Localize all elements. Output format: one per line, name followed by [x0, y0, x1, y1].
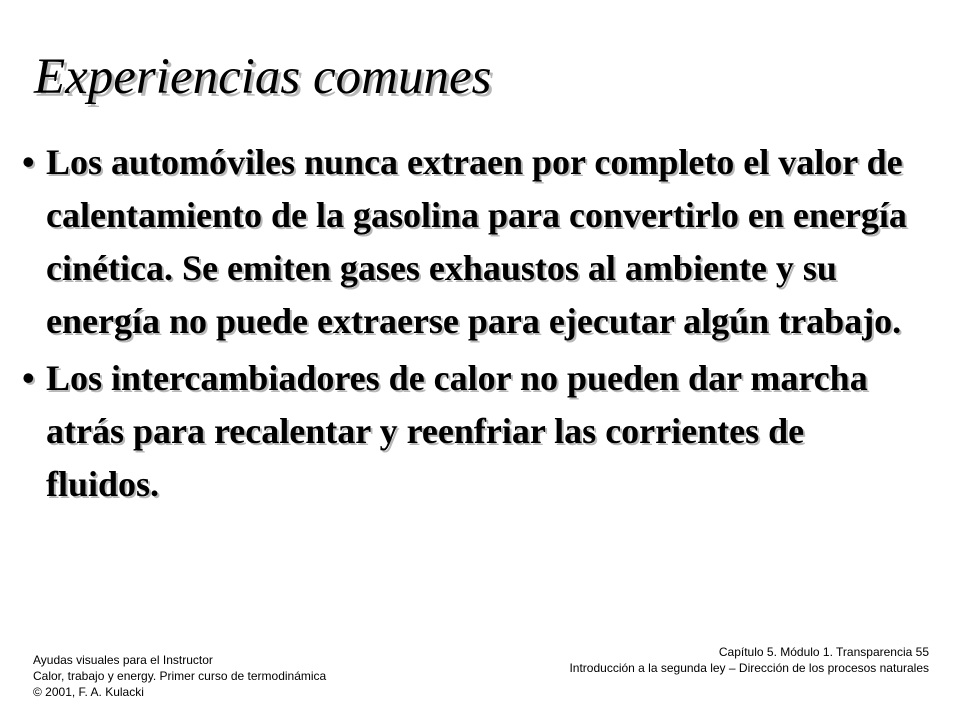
bullet-text-automobiles: Los automóviles nunca extraen por completo el valor de calentamiento de la gasolina para convertirlo en energía cinética. Se emiten gases exhaustos al ambiente y su energía no puede extraerse para ejecutar algún trabajo. — [46, 142, 907, 341]
bullet-item-automobiles — [14, 136, 944, 348]
footer-left — [33, 652, 393, 700]
bullet-dot-icon: • — [22, 358, 35, 398]
bullet-text-heat-exchangers: Los intercambiadores de calor no pueden dar marcha atrás para recalentar y reenfriar las corrientes de fluidos. — [46, 358, 868, 504]
footer-left-line-2: Calor, trabajo y energy. Primer curso de termodinámica — [33, 669, 327, 683]
bullet-item-heat-exchangers — [14, 352, 944, 511]
bullet-list — [14, 136, 944, 511]
footer-left-line-3: © 2001, F. A. Kulacki — [33, 685, 144, 699]
slide-title: Experiencias comunes — [34, 49, 492, 105]
footer-right-line-1: Capítulo 5. Módulo 1. Transparencia 55 — [718, 645, 929, 659]
footer-right — [499, 644, 929, 676]
bullet-dot-icon: • — [22, 142, 35, 182]
footer-left-line-1: Ayudas visuales para el Instructor — [33, 653, 213, 667]
footer-right-line-2: Introducción a la segunda ley – Dirección de los procesos naturales — [569, 661, 929, 675]
